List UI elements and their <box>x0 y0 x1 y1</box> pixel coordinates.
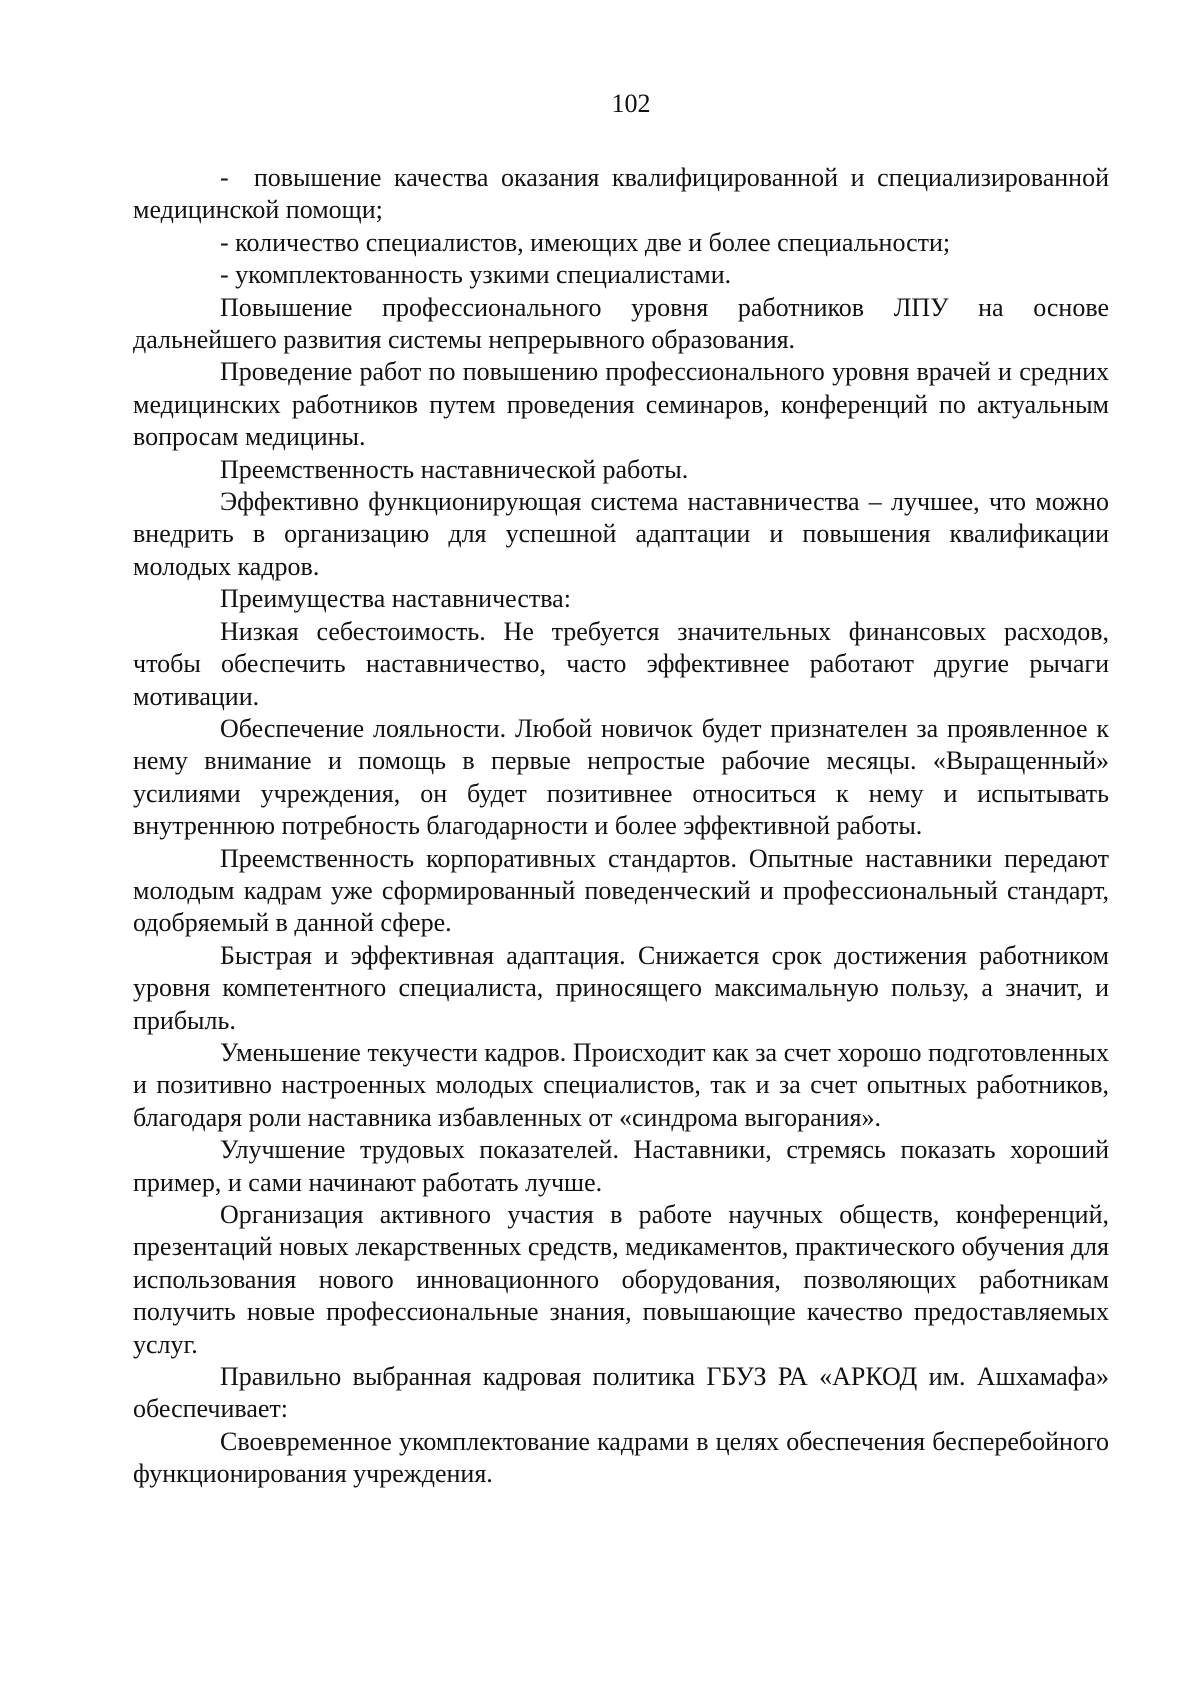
paragraph-bullet-3: - укомплектованность узкими специалистами. <box>220 260 732 290</box>
paragraph: Организация активного участия в работе научных обществ, конференций, презентаций новых лекарственных средств, медикаментов, практического обучения для использования нового инновационного оборудования, позволяющих работникам получить новые профессиональные знания, повышающие качество предоставляемых услуг. <box>133 1200 1109 1359</box>
paragraph: Эффективно функционирующая система наставничества – лучшее, что можно внедрить в организацию для успешной адаптации и повышения квалификации молодых кадров. <box>133 487 1109 581</box>
paragraph: Преемственность наставнической работы. <box>220 454 689 484</box>
paragraph: Правильно выбранная кадровая политика ГБУЗ РА «АРКОД им. Ашхамафа» обеспечивает: <box>133 1362 1109 1424</box>
paragraph: Обеспечение лояльности. Любой новичок будет признателен за проявленное к нему внимание и помощь в первые непростые рабочие месяцы. «Выращенный» усилиями учреждения, он будет позитивнее относиться к нему и испытывать внутреннюю потребность благодарности и более эффективной работы. <box>133 713 1109 841</box>
page-number: 102 <box>611 89 651 118</box>
body-text <box>133 162 1109 1491</box>
paragraph-bullet-2: - количество специалистов, имеющих две и более специальности; <box>220 227 951 257</box>
paragraph: Преемственность корпоративных стандартов. Опытные наставники передают молодым кадрам уже сформированный поведенческий и профессиональный стандарт, одобряемый в данной сфере. <box>133 843 1109 938</box>
paragraph: Низкая себестоимость. Не требуется значительных финансовых расходов, чтобы обеспечить наставничество, часто эффективнее работают другие рычаги мотивации. <box>133 616 1109 711</box>
paragraph-bullet-1: - повышение качества оказания квалифицированной и специализированной медицинской помощи; <box>133 163 1109 225</box>
paragraph: Проведение работ по повышению профессионального уровня врачей и средних медицинских работников путем проведения семинаров, конференций по актуальным вопросам медицины. <box>133 357 1109 452</box>
paragraph: Преимущества наставничества: <box>220 584 571 614</box>
paragraph: Своевременное укомплектование кадрами в целях обеспечения бесперебойного функционирования учреждения. <box>133 1426 1109 1489</box>
paragraph: Улучшение трудовых показателей. Наставники, стремясь показать хороший пример, и сами начинают работать лучше. <box>133 1135 1109 1197</box>
paragraph: Уменьшение текучести кадров. Происходит как за счет хорошо подготовленных и позитивно настроенных молодых специалистов, так и за счет опытных работников, благодаря роли наставника избавленных от «синдрома выгорания». <box>133 1037 1109 1132</box>
paragraph: Повышение профессионального уровня работников ЛПУ на основе дальнейшего развития системы непрерывного образования. <box>133 292 1109 355</box>
paragraph: Быстрая и эффективная адаптация. Снижается срок достижения работником уровня компетентного специалиста, приносящего максимальную пользу, а значит, и прибыль. <box>133 940 1109 1035</box>
